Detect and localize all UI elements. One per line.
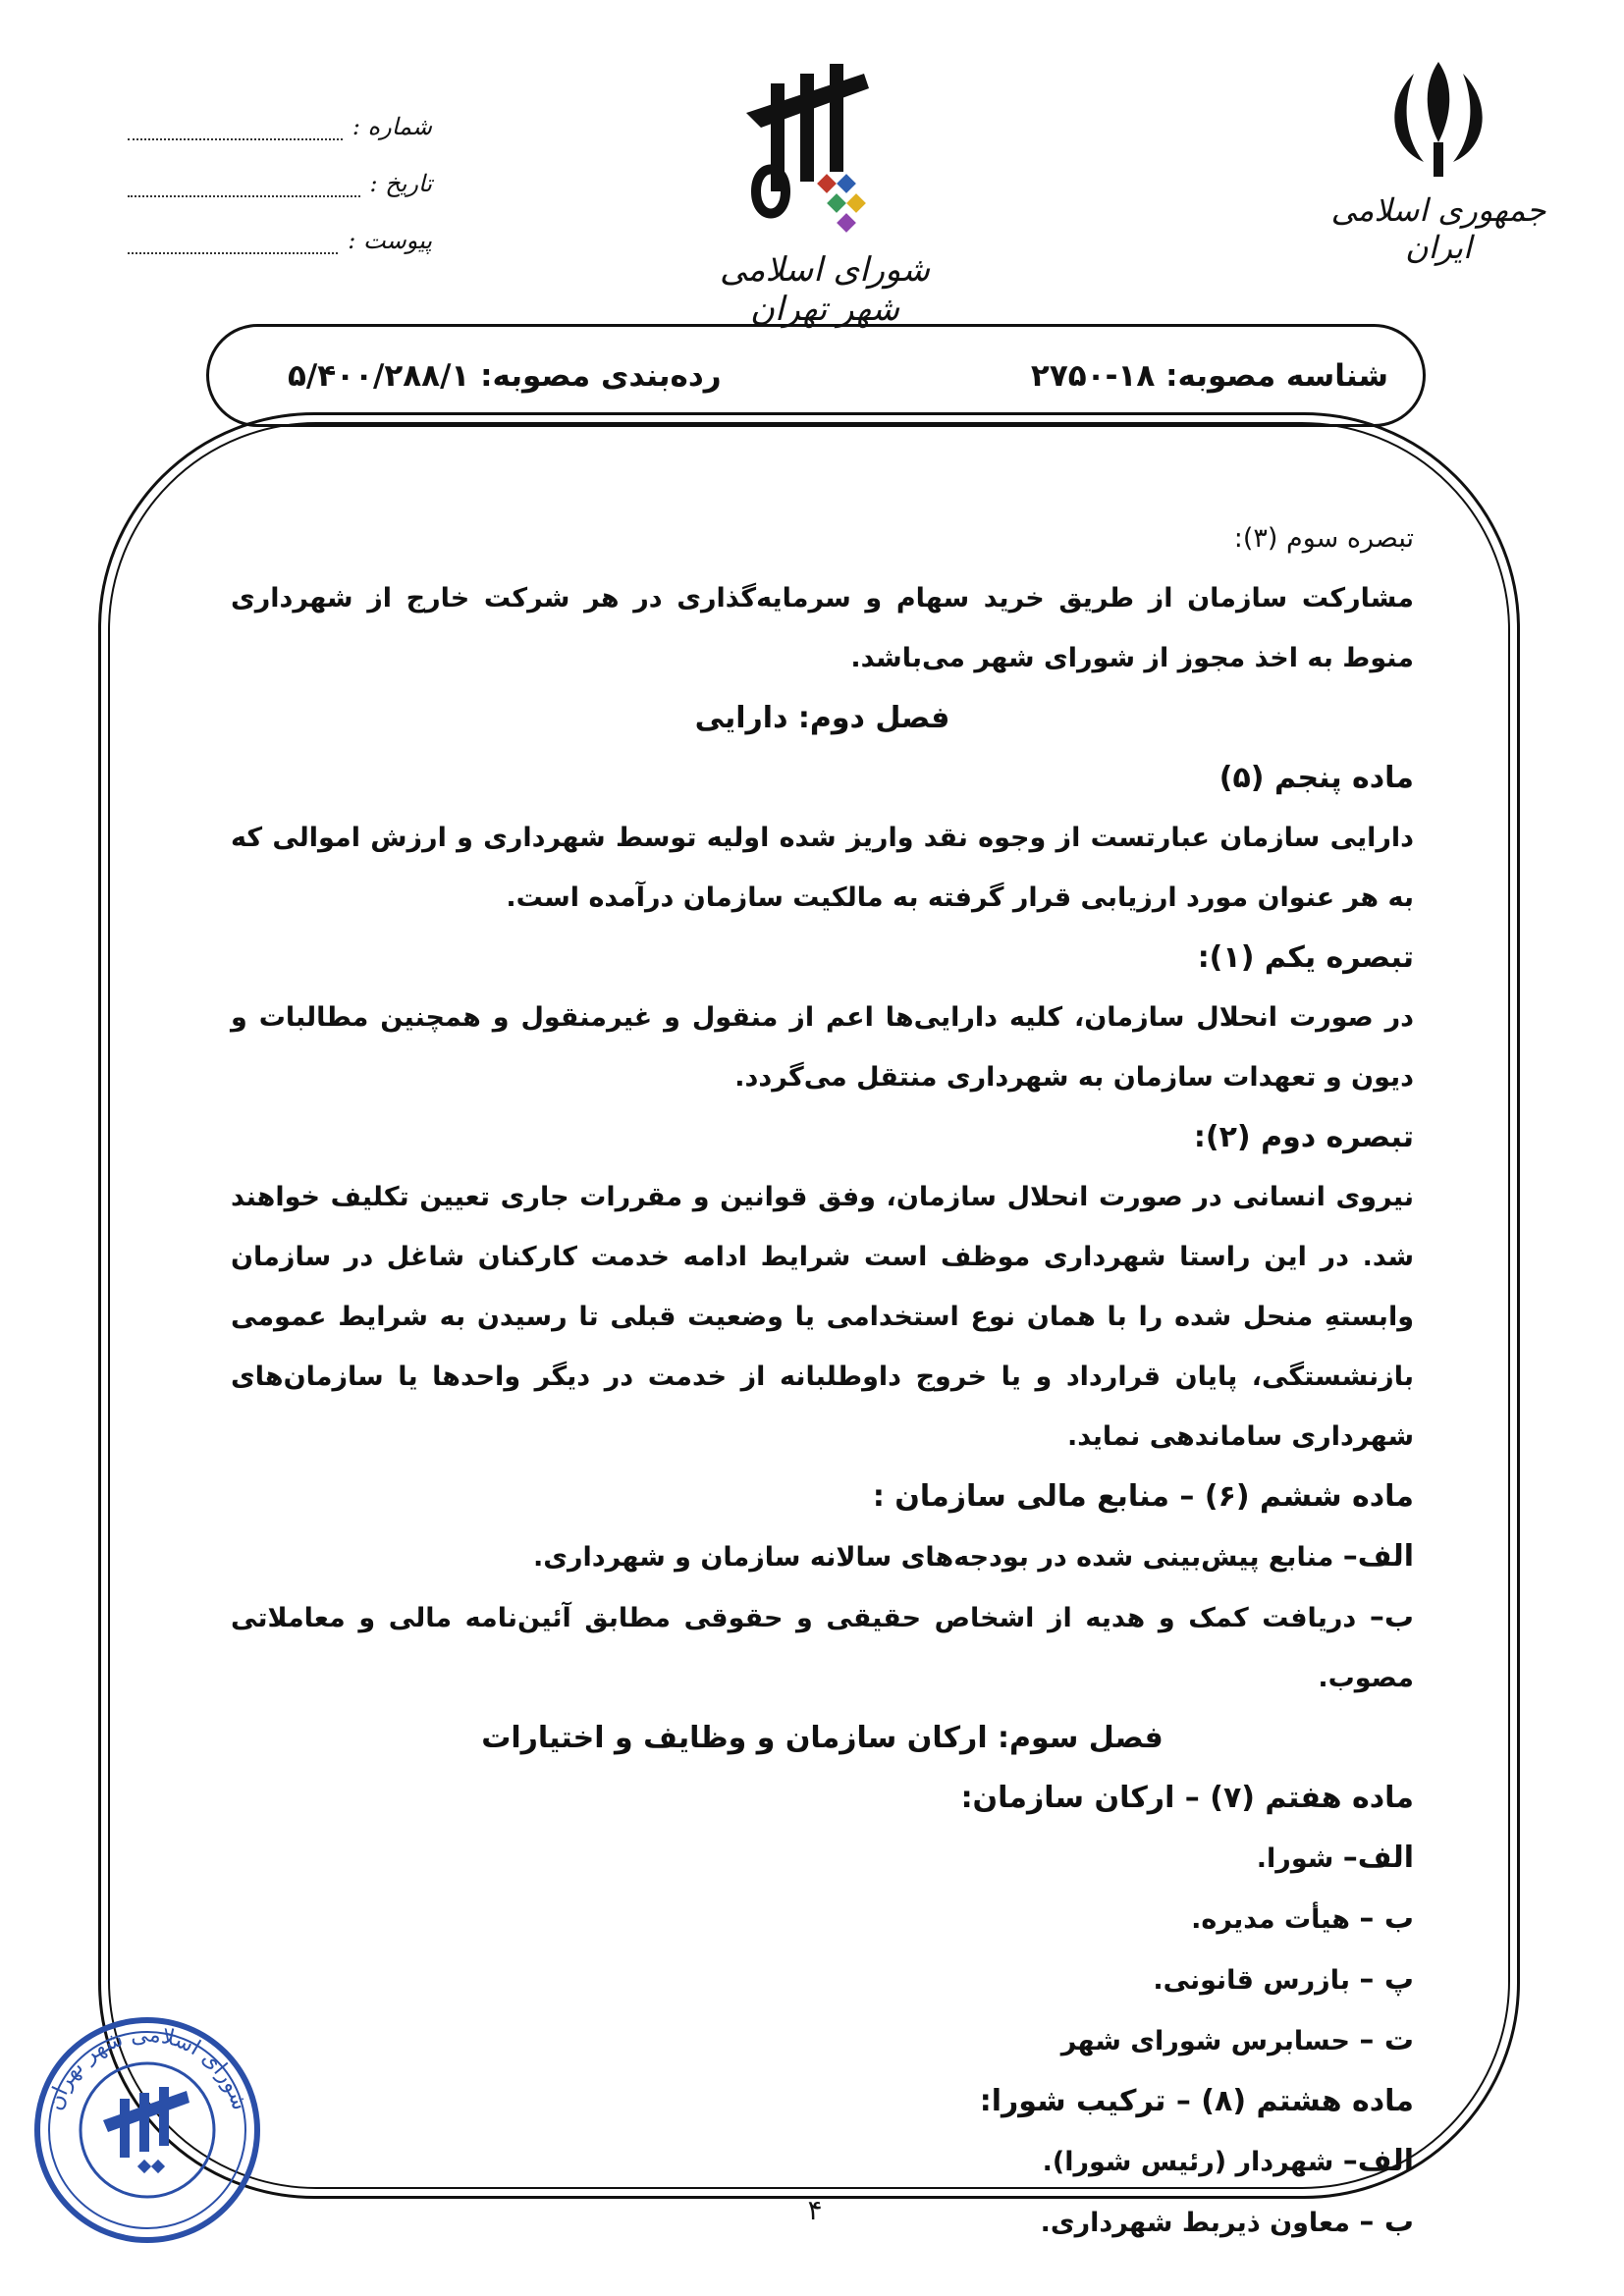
note-three-text: مشارکت سازمان از طریق خرید سهام و سرمایه‌گذاری در هر شرکت خارج از شهرداری منوط به اخذ مجوز از شورای شهر می‌باشد.	[231, 583, 1414, 673]
page-number: ۴	[807, 2194, 823, 2226]
article-six-item-b	[231, 1587, 1414, 1708]
meta-date	[128, 140, 432, 197]
resolution-id: شناسه مصوبه: ۱۸-۲۷۵۰	[1030, 358, 1388, 394]
item-label: الف–	[1342, 2144, 1414, 2178]
meta-attachment	[128, 197, 432, 254]
council-logo-icon	[727, 54, 923, 250]
article-seven-item-t	[231, 2010, 1414, 2071]
meta-attachment-label: پیوست :	[348, 227, 432, 254]
item-text: معاون ذیربط شهرداری.	[1040, 2208, 1360, 2238]
item-label: ب –	[1359, 1901, 1414, 1936]
note-one-heading: تبصره یکم (۱):	[1197, 940, 1414, 975]
emblem-caption: جمهوری اسلامی ایران	[1330, 191, 1546, 266]
item-label: الف–	[1342, 1841, 1414, 1875]
article-eight-heading: ماده هشتم (۸) – ترکیب شورا:	[979, 2084, 1414, 2118]
article-eight-item-a	[231, 2131, 1414, 2192]
article-seven-heading: ماده هفتم (۷) – ارکان سازمان:	[960, 1781, 1414, 1815]
note-two-text: نیروی انسانی در صورت انحلال سازمان، وفق قوانین و مقررات جاری تعیین تکلیف خواهند شد. در این راستا شهرداری موظف است شرایط ادامه خدمت کارکنان شاغل در سازمان وابستهِ منحل شده را با همان نوع استخدامی یا وضعیت قبلی تا رسیدن به شرایط عمومی بازنشستگی، پایان قرارداد و یا خروج داوطلبانه از خدمت در دیگر واحدها یا سازمان‌های شهرداری ساماندهی نماید.	[231, 1182, 1414, 1452]
item-text: هیأت مدیره.	[1191, 1904, 1360, 1935]
iran-emblem	[1316, 54, 1561, 266]
note-two-heading: تبصره دوم (۲):	[1193, 1120, 1414, 1154]
meta-number-line	[128, 125, 343, 140]
item-text: منابع پیش‌بینی شده در بودجه‌های سالانه سازمان و شهرداری.	[532, 1542, 1343, 1573]
item-text: حسابرس شورای شهر	[1060, 2026, 1360, 2056]
article-six-heading: ماده ششم (۶) – منابع مالی سازمان :	[872, 1479, 1414, 1514]
item-label: ت –	[1359, 2023, 1414, 2057]
item-label: الف–	[1342, 1539, 1414, 1574]
item-text: شورا.	[1256, 1843, 1343, 1874]
council-logo	[687, 54, 962, 329]
chapter-two-title: فصل دوم: دارایی	[694, 701, 950, 735]
article-seven-item-b	[231, 1889, 1414, 1949]
article-seven-item-p	[231, 1949, 1414, 2010]
item-label: ب–	[1369, 1600, 1414, 1634]
article-six-item-a	[231, 1526, 1414, 1587]
seal-text: شورای اسلامی شهر تهران	[42, 2022, 252, 2113]
meta-date-line	[128, 182, 360, 197]
item-text: شهردار (رئیس شورا).	[1042, 2147, 1343, 2177]
meta-date-label: تاریخ :	[369, 170, 432, 197]
council-caption: شورای اسلامی شهر تهران	[719, 250, 931, 329]
meta-attachment-line	[128, 239, 338, 254]
item-label: ب –	[1359, 2205, 1414, 2239]
resolution-classification: رده‌بندی مصوبه: ۵/۴۰۰/۲۸۸/۱	[288, 358, 722, 394]
item-text: دریافت کمک و هدیه از اشخاص حقیقی و حقوقی مطابق آئین‌نامه مالی و معاملاتی مصوب.	[231, 1603, 1414, 1693]
meta-number	[128, 83, 432, 140]
chapter-three-title: فصل سوم: ارکان سازمان و وظایف و اختیارات	[481, 1721, 1164, 1755]
note-one-text: در صورت انحلال سازمان، کلیه دارایی‌ها اعم از منقول و غیرمنقول و همچنین مطالبات و دیون و تعهدات سازمان به شهرداری منتقل می‌گردد.	[231, 1002, 1414, 1093]
council-seal-stamp	[29, 2012, 265, 2248]
document-body	[231, 508, 1414, 2253]
note-three-heading: تبصره سوم (۳):	[1233, 523, 1414, 554]
iran-emblem-icon	[1375, 54, 1502, 182]
item-text: بازرس قانونی.	[1153, 1965, 1360, 1996]
meta-number-label: شماره :	[352, 113, 432, 140]
item-label: پ –	[1359, 1962, 1414, 1997]
article-five-text: دارایی سازمان عبارتست از وجوه نقد واریز شده اولیه توسط شهرداری و ارزش اموالی که به هر عنوان مورد ارزیابی قرار گرفته به مالکیت سازمان درآمده است.	[231, 823, 1414, 913]
seal-icon	[29, 2012, 265, 2248]
article-five-heading: ماده پنجم (۵)	[1218, 761, 1414, 795]
letter-meta	[128, 83, 432, 254]
article-seven-item-a	[231, 1828, 1414, 1889]
